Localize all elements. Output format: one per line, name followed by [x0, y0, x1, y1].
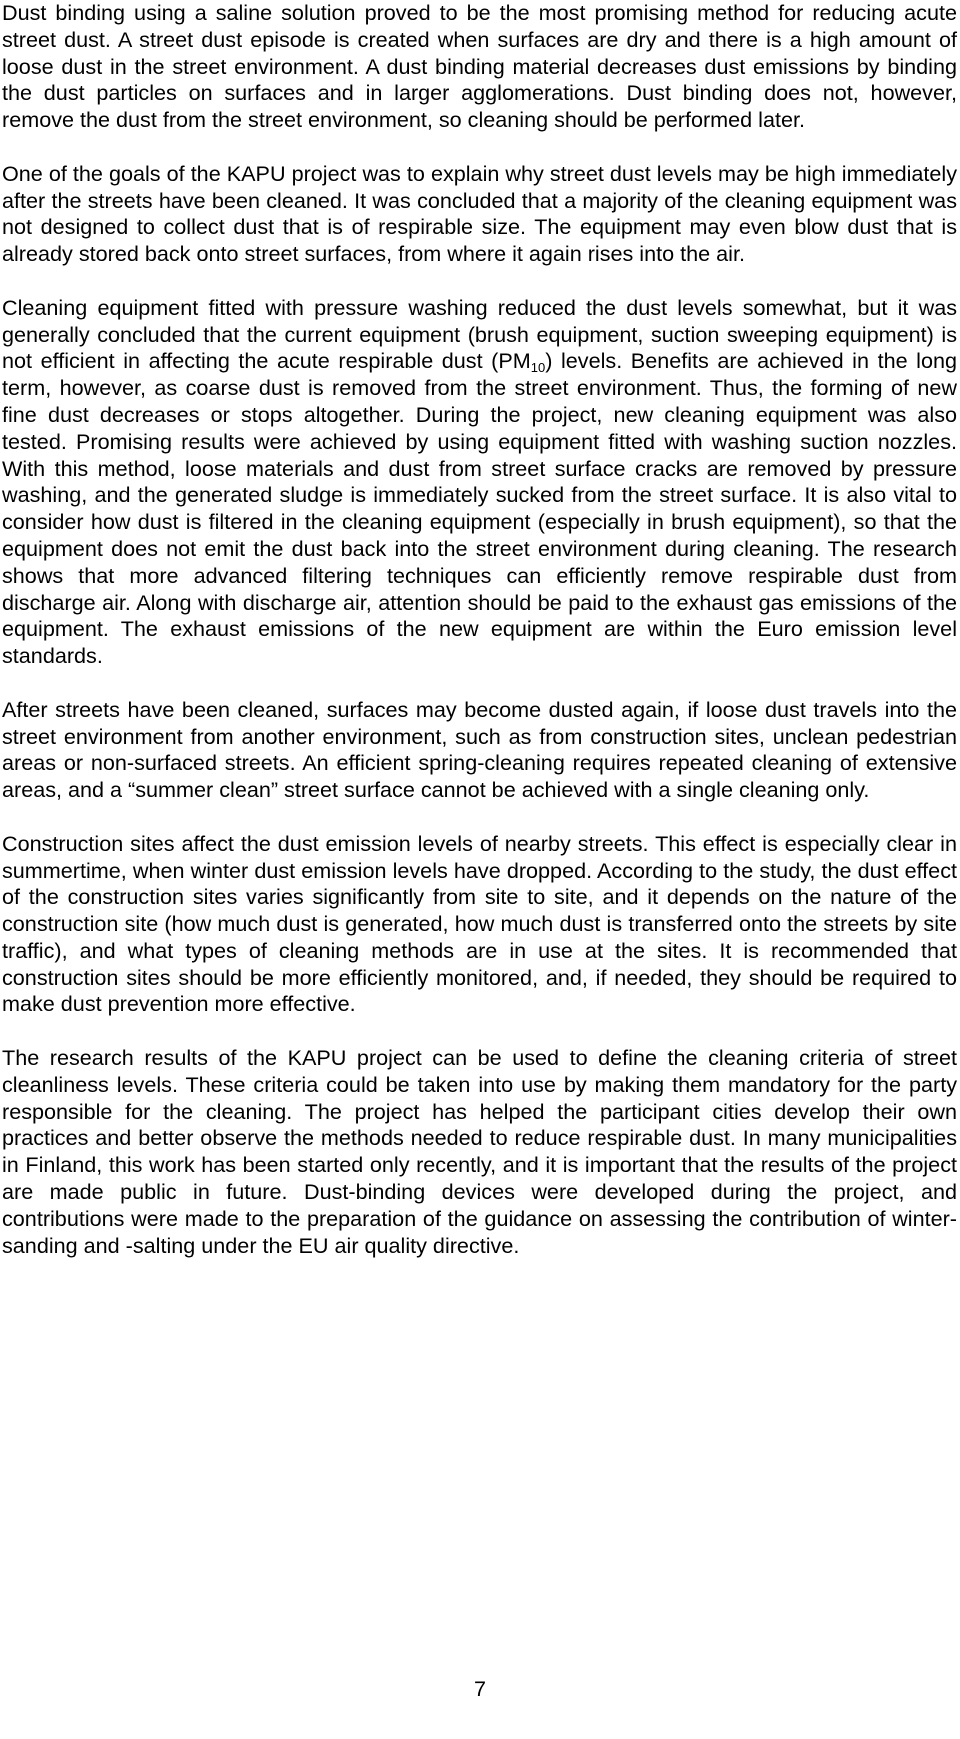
- paragraph-redusting: After streets have been cleaned, surfaces may become dusted again, if loose dust travels into the street environment from another environment, such as from construction sites, unclean pedestrian areas or non-surfaced streets. An efficient spring-cleaning requires repeated cleaning of extensive areas, and a “summer clean” street surface cannot be achieved with a single cleaning only.: [2, 696, 957, 803]
- page-number: 7: [473, 1676, 486, 1701]
- document-body: [2, 0, 957, 1286]
- pm-subscript: 10: [530, 360, 546, 376]
- paragraph-research-results: The research results of the KAPU project can be used to define the cleaning criteria of street cleanliness levels. These criteria could be taken into use by making them mandatory for the party responsible for the cleaning. The project has helped the participant cities develop their own practices and better observe the methods needed to reduce respirable dust. In many municipalities in Finland, this work has been started only recently, and it is important that the results of the project are made public in future. Dust-binding devices were developed during the project, and contributions were made to the preparation of the guidance on assessing the contribution of winter-sanding and -salting under the EU air quality directive.: [2, 1045, 957, 1258]
- paragraph-text-before-subscript: Cleaning equipment fitted with pressure washing reduced the dust levels somewhat, but it was generally concluded that the current equipment (brush equipment, suction sweeping equipment) is not efficient in affecting the acute respirable dust (PM: [2, 294, 957, 374]
- paragraph-kapu-goals: One of the goals of the KAPU project was to explain why street dust levels may be high immediately after the streets have been cleaned. It was concluded that a majority of the cleaning equipment was not designed to collect dust that is of respirable size. The equipment may even blow dust that is already stored back onto street surfaces, from where it again rises into the air.: [2, 160, 957, 267]
- paragraph-dust-binding: Dust binding using a saline solution proved to be the most promising method for reducing acute street dust. A street dust episode is created when surfaces are dry and there is a high amount of loose dust in the street environment. A dust binding material decreases dust emissions by binding the dust particles on surfaces and in larger agglomerations. Dust binding does not, however, remove the dust from the street environment, so cleaning should be performed later.: [2, 0, 957, 133]
- paragraph-cleaning-equipment: [2, 295, 957, 670]
- paragraph-text-after-subscript: ) levels. Benefits are achieved in the long term, however, as coarse dust is removed from the street environment. Thus, the forming of new fine dust decreases or stops altogether. During the project, new cleaning equipment was also tested. Promising results were achieved by using equipment fitted with washing suction nozzles. With this method, loose materials and dust from street surface cracks are removed by pressure washing, and the generated sludge is immediately sucked from the street surface. It is also vital to consider how dust is filtered in the cleaning equipment (especially in brush equipment), so that the equipment does not emit the dust back into the street environment during cleaning. The research shows that more advanced filtering techniques can efficiently remove respirable dust from discharge air. Along with discharge air, attention should be paid to the exhaust gas emissions of the equipment. The exhaust emissions of the new equipment are within the Euro emission level standards.: [2, 348, 957, 669]
- paragraph-construction-sites: Construction sites affect the dust emission levels of nearby streets. This effect is especially clear in summertime, when winter dust emission levels have dropped. According to the study, the dust effect of the construction sites varies significantly from site to site, and it depends on the nature of the construction site (how much dust is generated, how much dust is transferred onto the streets by site traffic), and what types of cleaning methods are in use at the sites. It is recommended that construction sites should be more efficiently monitored, and, if needed, they should be required to make dust prevention more effective.: [2, 830, 957, 1017]
